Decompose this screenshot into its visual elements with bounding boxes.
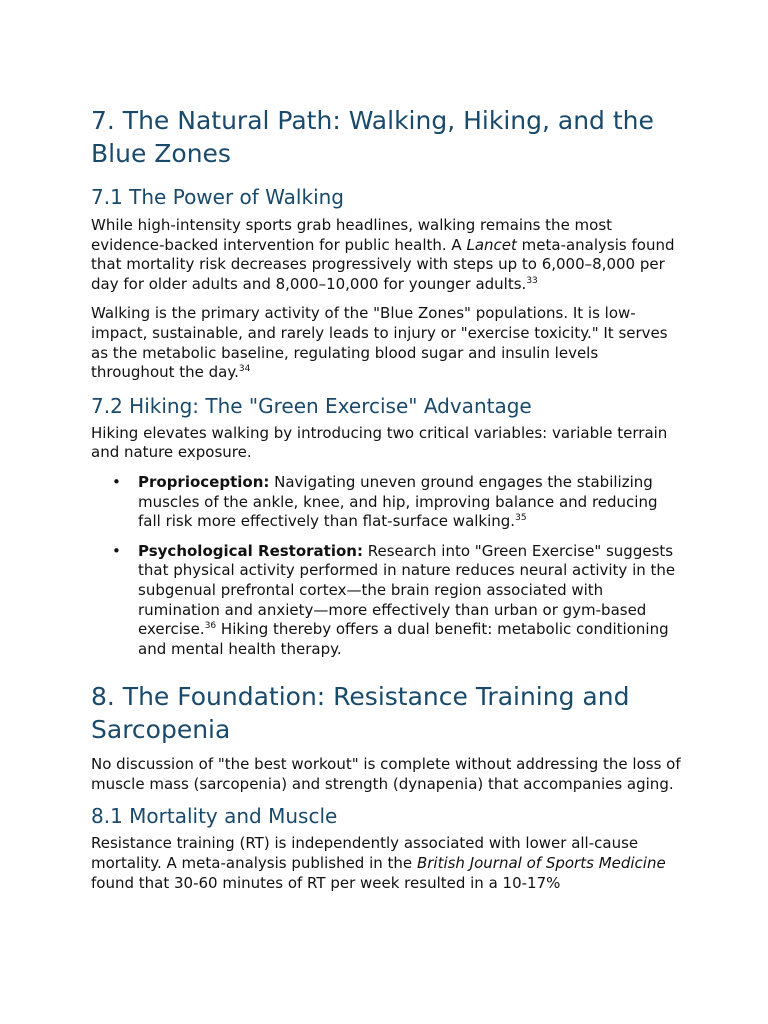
- list-item: • Proprioception: Navigating uneven ground engages the stabilizing muscles of the ankle, knee, and hip, improving balance and reducing fall risk more effectively than flat-surface walking.$^{35}$: [112, 472, 658, 531]
- hiking-benefits-list: [91, 473, 681, 659]
- section-8-heading: 8. The Foundation: Resistance Training and Sarcopenia: [91, 682, 630, 745]
- section-8-1-heading: 8.1 Mortality and Muscle: [91, 804, 338, 829]
- document-page: [91, 104, 681, 893]
- section-7-1-heading: 7.1 The Power of Walking: [91, 185, 344, 209]
- bullet-label: Psychological Restoration:: [138, 541, 363, 560]
- walking-paragraph-2: Walking is the primary activity of the "Blue Zones" populations. It is low-impact, sustainable, and rarely leads to injury or "exercise toxicity." It serves as the metabolic baseline, regulating blood sugar and insulin levels throughout the day.$^{34}$: [91, 304, 668, 382]
- footnote-ref-33[interactable]: 33: [526, 275, 538, 286]
- footnote-ref-36[interactable]: 36: [204, 621, 217, 632]
- footnote-ref-35[interactable]: 35: [515, 513, 527, 524]
- list-item: • Psychological Restoration: Research into "Green Exercise" suggests that physical activity performed in nature reduces neural activity in the subgenual prefrontal cortex—the brain region associated with rumination and anxiety—more effectively than urban or gym-based exercise.$^{36}$ Hiking thereby offers a dual benefit: metabolic conditioning and mental health therapy.: [112, 541, 676, 658]
- hiking-intro-paragraph: Hiking elevates walking by introducing two critical variables: variable terrain and nature exposure.: [91, 423, 668, 462]
- bullet-label: Proprioception:: [138, 472, 270, 491]
- sarcopenia-intro-paragraph: No discussion of "the best workout" is complete without addressing the loss of muscle mass (sarcopenia) and strength (dynapenia) that accompanies aging.: [91, 755, 681, 793]
- section-7-2-heading: 7.2 Hiking: The "Green Exercise" Advantage: [91, 393, 532, 418]
- walking-paragraph-1: While high-intensity sports grab headlines, walking remains the most evidence-backed intervention for public health. A Lancet meta-analysis found that mortality risk decreases progressively with steps up to 6,000–8,000 per day for older adults and 8,000–10,000 for younger adults.$^{33}$: [91, 216, 675, 293]
- footnote-ref-34[interactable]: 34: [238, 364, 251, 375]
- bullet-marker: •: [112, 541, 121, 560]
- bjsm-journal-name: British Journal of Sports Medicine: [416, 854, 666, 873]
- bullet-marker: •: [112, 472, 121, 491]
- section-7-heading: 7. The Natural Path: Walking, Hiking, and the Blue Zones: [91, 106, 654, 168]
- mortality-paragraph: Resistance training (RT) is independently associated with lower all-cause mortality. A meta-analysis published in the British Journal of Sports Medicine found that 30-60 minutes of RT per week resulted in a 10-17%: [91, 834, 666, 892]
- lancet-journal-name: Lancet: [466, 235, 517, 254]
